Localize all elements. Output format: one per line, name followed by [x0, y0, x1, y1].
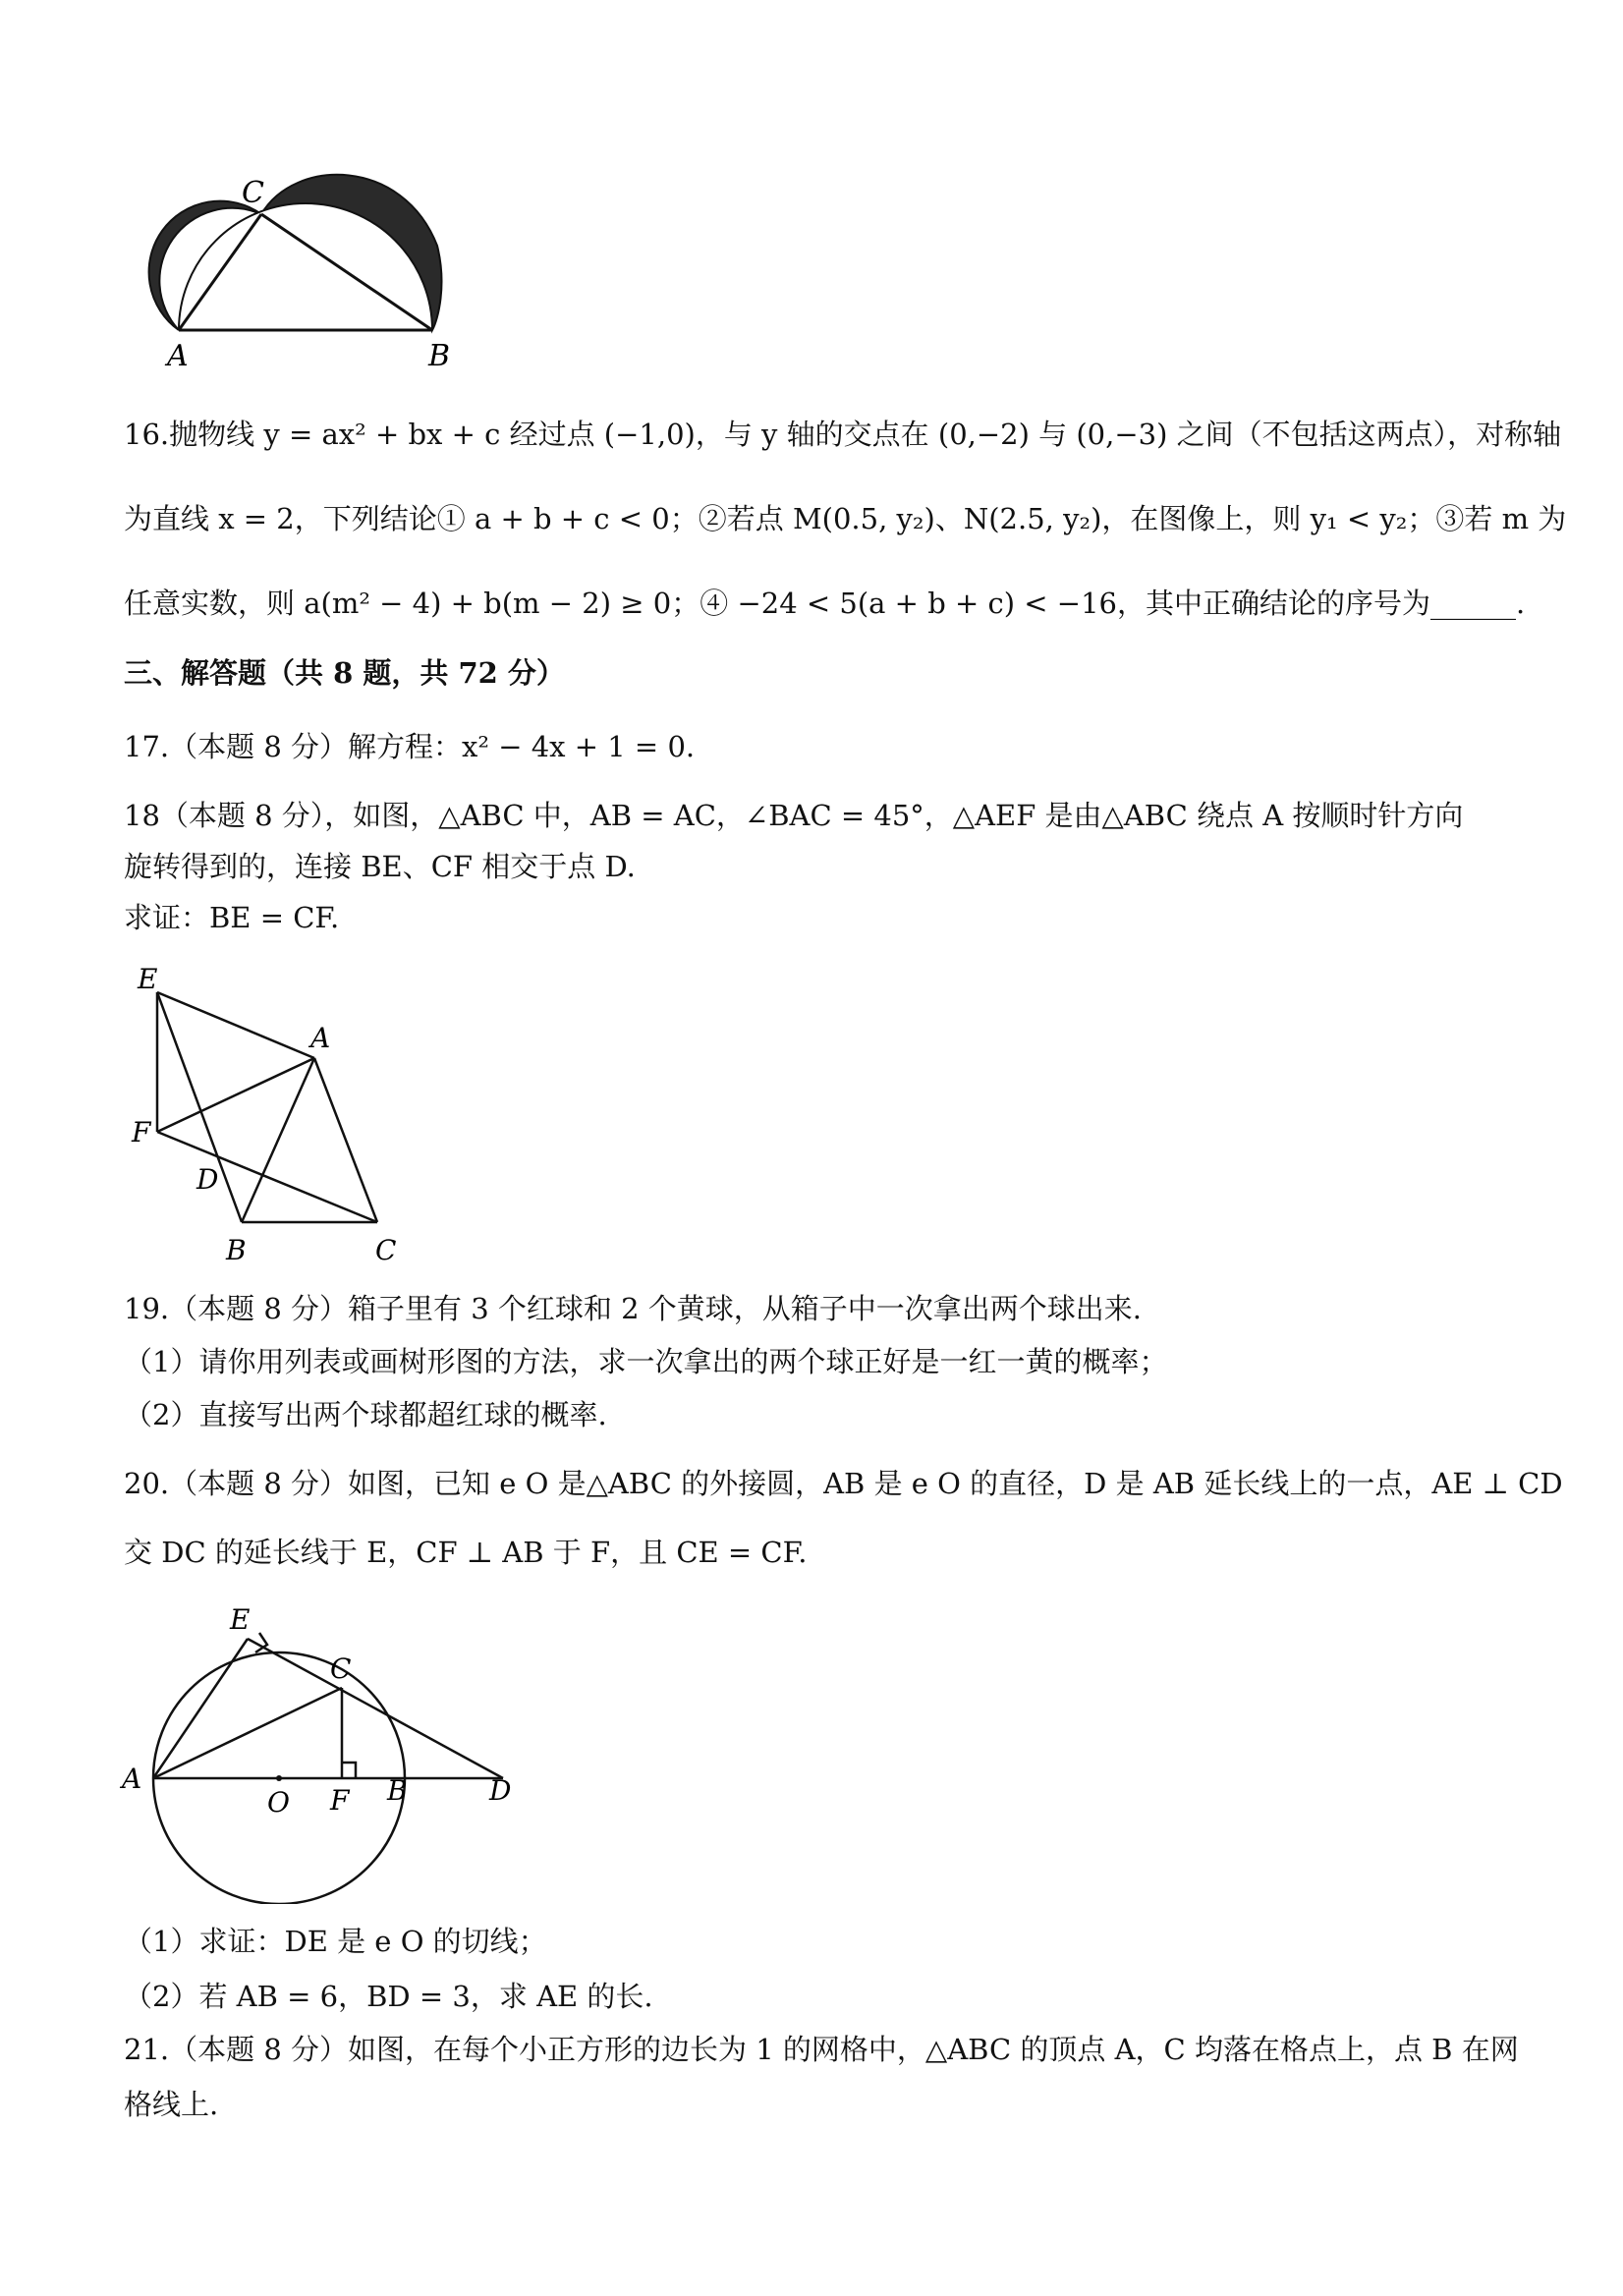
label-a: A	[122, 1763, 142, 1795]
q20-line2: 交 DC 的延长线于 E，CF ⊥ AB 于 F，且 CE = CF.	[124, 1536, 808, 1569]
q17-text: 17.（本题 8 分）解方程：x² − 4x + 1 = 0.	[124, 730, 696, 763]
q21-line1: 21.（本题 8 分）如图，在每个小正方形的边长为 1 的网格中，△ABC 的顶点 A，C 均落在格点上，点 B 在网	[124, 2033, 1519, 2066]
q18-line1: 18（本题 8 分），如图，△ABC 中，AB = AC，∠BAC = 45°，△AEF 是由△ABC 绕点 A 按顺时针方向	[124, 799, 1464, 832]
label-c: C	[242, 176, 264, 210]
label-a: A	[310, 1022, 331, 1054]
label-e: E	[230, 1603, 251, 1636]
label-f: F	[330, 1784, 350, 1817]
q18-line2: 旋转得到的，连接 BE、CF 相交于点 D.	[124, 850, 636, 883]
label-d: D	[196, 1163, 219, 1196]
q20-line1: 20.（本题 8 分）如图，已知 e O 是△ABC 的外接圆，AB 是 e O 的直径，D 是 AB 延长线上的一点，AE ⊥ CD	[124, 1467, 1563, 1500]
segment-fa	[157, 1058, 314, 1132]
section-title: 三、解答题（共 8 题，共 72 分）	[124, 656, 565, 690]
q16-line1: 16.抛物线 y = ax² + bx + c 经过点 (−1,0)，与 y 轴的交点在 (0,−2) 与 (0,−3) 之间（不包括这两点），对称轴	[124, 418, 1562, 451]
q19-line3: （2）直接写出两个球都超红球的概率.	[124, 1398, 607, 1431]
segment-ea	[157, 992, 314, 1058]
label-d: D	[489, 1774, 512, 1807]
segment-ed	[248, 1639, 503, 1778]
label-o: O	[267, 1786, 290, 1819]
q20-sub2: （2）若 AB = 6，BD = 3，求 AE 的长.	[124, 1980, 653, 2013]
segment-cf	[157, 1132, 377, 1222]
q16-line2: 为直线 x = 2，下列结论① a + b + c < 0；②若点 M(0.5, y₂)、N(2.5, y₂)，在图像上，则 y₁ < y₂；③若 m 为	[124, 502, 1567, 535]
label-b: B	[428, 339, 451, 373]
segment-ac	[314, 1058, 377, 1222]
q19-line2: （1）请你用列表或画树形图的方法，求一次拿出的两个球正好是一红一黄的概率；	[124, 1345, 1168, 1378]
center-o-dot	[276, 1775, 282, 1781]
segment-ab	[242, 1058, 314, 1222]
segment-ac	[153, 1688, 342, 1778]
q20-sub1: （1）求证：DE 是 e O 的切线；	[124, 1925, 547, 1958]
label-b: B	[226, 1234, 247, 1266]
label-f: F	[132, 1116, 151, 1148]
label-c: C	[375, 1234, 397, 1266]
q18-line3: 求证：BE = CF.	[124, 901, 340, 934]
figure-rotation	[128, 965, 413, 1269]
figure-circle-tangent	[118, 1590, 531, 1904]
figure-lune-triangle	[128, 157, 481, 373]
q21-line2: 格线上.	[124, 2088, 219, 2121]
right-angle-f	[342, 1763, 356, 1778]
q16-line3: 任意实数，则 a(m² − 4) + b(m − 2) ≥ 0；④ −24 < 5(a + b + c) < −16，其中正确结论的序号为______.	[124, 587, 1526, 620]
q19-line1: 19.（本题 8 分）箱子里有 3 个红球和 2 个黄球，从箱子中一次拿出两个球出来.	[124, 1292, 1143, 1325]
label-c: C	[330, 1652, 352, 1685]
segment-ae	[153, 1639, 248, 1778]
label-e: E	[138, 965, 158, 995]
label-a: A	[167, 339, 189, 373]
label-b: B	[387, 1774, 408, 1807]
